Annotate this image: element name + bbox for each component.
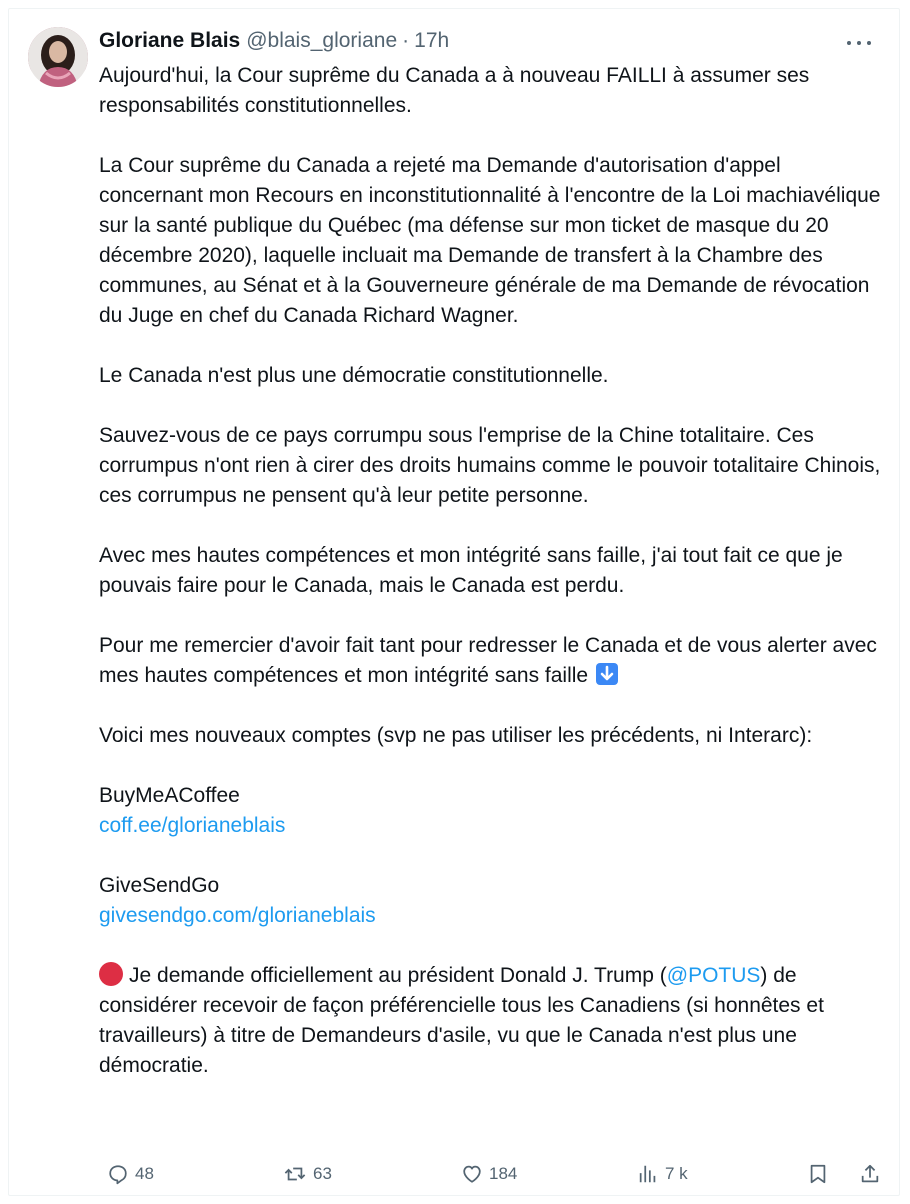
- views-button[interactable]: [637, 1161, 688, 1187]
- bookmark-icon: [807, 1162, 829, 1186]
- bmac-link[interactable]: coff.ee/glorianeblais: [99, 814, 286, 837]
- tweet-header: [99, 29, 449, 53]
- paragraph-2: La Cour suprême du Canada a rejeté ma Demande d'autorisation d'appel concernant mon Recours en inconstitutionnalité à l'encontre de la Loi machiavélique sur la santé publique du Québec (ma défense sur mon ticket de masque du 20 décembre 2020), laquelle incluait ma Demande de transfert à la Chambre des communes, au Sénat et à la Gouverneure générale de ma Demande de révocation du Juge en chef du Canada Richard Wagner.: [99, 154, 881, 327]
- tweet-card[interactable]: [8, 8, 900, 1196]
- red-circle-icon: [99, 962, 123, 986]
- views-icon: [637, 1163, 659, 1185]
- tweet-text: [99, 61, 889, 1081]
- author-name[interactable]: Gloriane Blais: [99, 29, 241, 52]
- repost-button[interactable]: [283, 1161, 332, 1187]
- share-button[interactable]: [859, 1161, 887, 1187]
- paragraph-8-after: ) de considérer recevoir de façon préférencielle tous les Canadiens (si honnêtes et travailleurs) à titre de Demandeurs d'asile, vu que le Canada n'est plus une démocratie.: [99, 964, 824, 1077]
- down-arrow-icon: [596, 663, 618, 685]
- paragraph-6-text: Pour me remercier d'avoir fait tant pour redresser le Canada et de vous alerter avec mes hautes compétences et mon intégrité sans faille: [99, 634, 877, 687]
- paragraph-7: Voici mes nouveaux comptes (svp ne pas utiliser les précédents, ni Interarc):: [99, 724, 813, 747]
- gsg-label: GiveSendGo: [99, 874, 220, 897]
- bookmark-button[interactable]: [807, 1161, 835, 1187]
- repost-count: 63: [313, 1164, 332, 1183]
- more-options-icon[interactable]: [847, 33, 871, 53]
- action-bar: [99, 1161, 889, 1187]
- like-count: 184: [489, 1164, 518, 1183]
- avatar[interactable]: [28, 27, 88, 87]
- share-icon: [859, 1162, 881, 1186]
- author-handle[interactable]: @blais_gloriane: [246, 29, 398, 52]
- paragraph-3: Le Canada n'est plus une démocratie constitutionnelle.: [99, 364, 609, 387]
- paragraph-5: Avec mes hautes compétences et mon intégrité sans faille, j'ai tout fait ce que je pouvais faire pour le Canada, mais le Canada est perdu.: [99, 544, 843, 597]
- like-button[interactable]: [461, 1161, 517, 1187]
- reply-icon: [107, 1163, 129, 1185]
- bmac-label: BuyMeACoffee: [99, 784, 240, 807]
- heart-icon: [461, 1163, 483, 1185]
- potus-mention[interactable]: @POTUS: [666, 964, 761, 987]
- views-count: 7 k: [665, 1164, 688, 1183]
- paragraph-6: [99, 631, 889, 691]
- paragraph-8: [99, 961, 889, 1081]
- paragraph-1: Aujourd'hui, la Cour suprême du Canada a à nouveau FAILLI à assumer ses responsabilités constitutionnelles.: [99, 64, 810, 117]
- paragraph-8-before: Je demande officiellement au président Donald J. Trump (: [129, 964, 667, 987]
- separator-dot: ·: [402, 29, 410, 52]
- tweet-time[interactable]: 17h: [414, 29, 450, 52]
- gsg-link[interactable]: givesendgo.com/glorianeblais: [99, 904, 376, 927]
- paragraph-4: Sauvez-vous de ce pays corrumpu sous l'emprise de la Chine totalitaire. Ces corrumpus n'ont rien à cirer des droits humains comme le pouvoir totalitaire Chinois, ces corrumpus ne pensent qu'à leur petite personne.: [99, 424, 881, 507]
- reply-count: 48: [135, 1164, 154, 1183]
- reply-button[interactable]: [107, 1161, 154, 1187]
- repost-icon: [283, 1163, 307, 1185]
- avatar-photo: [28, 27, 88, 87]
